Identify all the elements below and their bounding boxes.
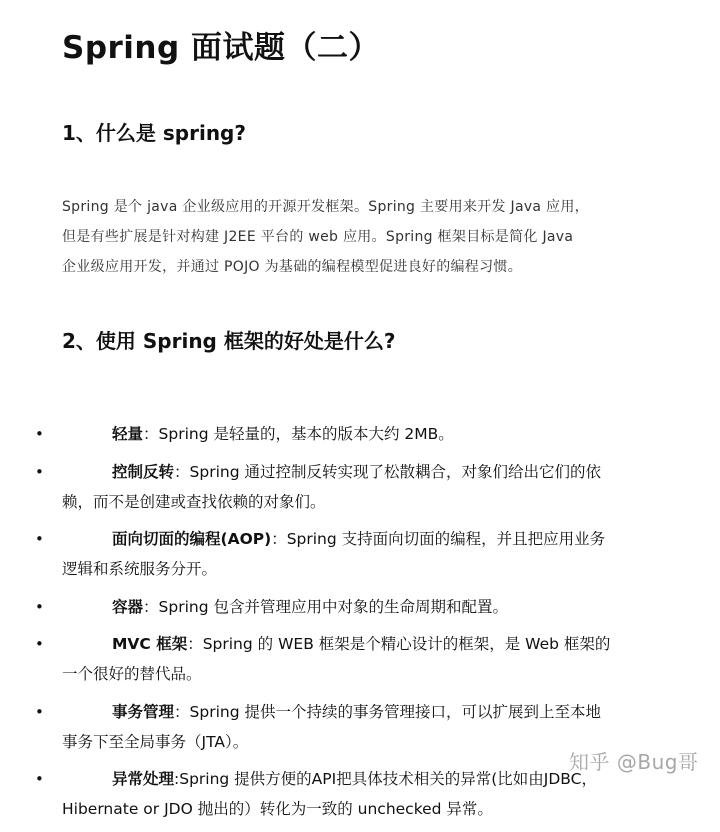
- list-item-line: [62, 629, 720, 659]
- benefit-description-continued: 一个很好的替代品。: [62, 665, 202, 683]
- zhihu-watermark: 知乎 @Bug哥: [569, 750, 699, 774]
- bullet-icon: •: [35, 462, 44, 481]
- bullet-icon: •: [35, 635, 44, 653]
- benefit-term: 容器: [112, 597, 144, 616]
- intro-line: 企业级应用开发，并通过 POJO 为基础的编程模型促进良好的编程习惯。: [62, 259, 523, 275]
- benefit-term: MVC 框架: [112, 635, 188, 653]
- bullet-icon: •: [35, 425, 44, 443]
- benefit-description: ：Spring 通过控制反转实现了松散耦合，对象们给出它们的依: [174, 462, 601, 481]
- benefit-description-continued: Hibernate or JDO 抛出的）转化为一致的 unchecked 异常。: [62, 800, 493, 818]
- bullet-icon: •: [35, 770, 44, 788]
- list-item-line: [62, 419, 720, 449]
- benefit-description: ：Spring 提供一个持续的事务管理接口，可以扩展到上至本地: [174, 702, 601, 721]
- list-item-line: [62, 524, 720, 554]
- benefit-description: :Spring 提供方便的API把具体技术相关的异常(比如由JDBC，: [174, 770, 597, 788]
- benefit-description: ：Spring 是轻量的，基本的版本大约 2MB。: [143, 425, 454, 443]
- benefit-description-continued: 赖，而不是创建或查找依赖的对象们。: [62, 492, 326, 511]
- benefit-term: 控制反转: [112, 462, 175, 481]
- benefit-description-continued: 逻辑和系统服务分开。: [62, 560, 218, 578]
- section-heading-benefits: 2、使用 Spring 框架的好处是什么?: [62, 329, 396, 353]
- intro-line: Spring 是个 java 企业级应用的开源开发框架。Spring 主要用来开发 Java 应用，: [62, 199, 589, 215]
- benefit-term: 轻量: [112, 425, 144, 443]
- benefit-description: ：Spring 支持面向切面的编程，并且把应用业务: [271, 530, 606, 548]
- section-heading-what-is-spring: 1、什么是 spring?: [62, 121, 246, 145]
- list-item-line: [62, 697, 720, 727]
- list-item: [0, 629, 720, 689]
- list-item: [0, 592, 720, 622]
- document-title: Spring 面试题（二）: [62, 30, 380, 66]
- benefit-description-continued: 事务下至全局事务（JTA）。: [62, 732, 249, 751]
- list-item: [0, 524, 720, 584]
- benefit-term: 面向切面的编程(AOP): [112, 530, 272, 548]
- bullet-icon: •: [35, 530, 44, 548]
- bullet-icon: •: [35, 597, 44, 616]
- benefit-term: 异常处理: [112, 770, 175, 788]
- intro-line: 但是有些扩展是针对构建 J2EE 平台的 web 应用。Spring 框架目标是简化 Java: [62, 229, 574, 245]
- bullet-icon: •: [35, 702, 44, 721]
- list-item: [0, 457, 720, 517]
- list-item: [0, 419, 720, 449]
- list-item-line: [62, 592, 720, 622]
- benefit-term: 事务管理: [112, 702, 175, 721]
- benefit-description: ：Spring 包含并管理应用中对象的生命周期和配置。: [143, 597, 508, 616]
- list-item-line: [62, 457, 720, 487]
- benefit-description: ：Spring 的 WEB 框架是个精心设计的框架，是 Web 框架的: [187, 635, 611, 653]
- intro-paragraph: [62, 192, 652, 282]
